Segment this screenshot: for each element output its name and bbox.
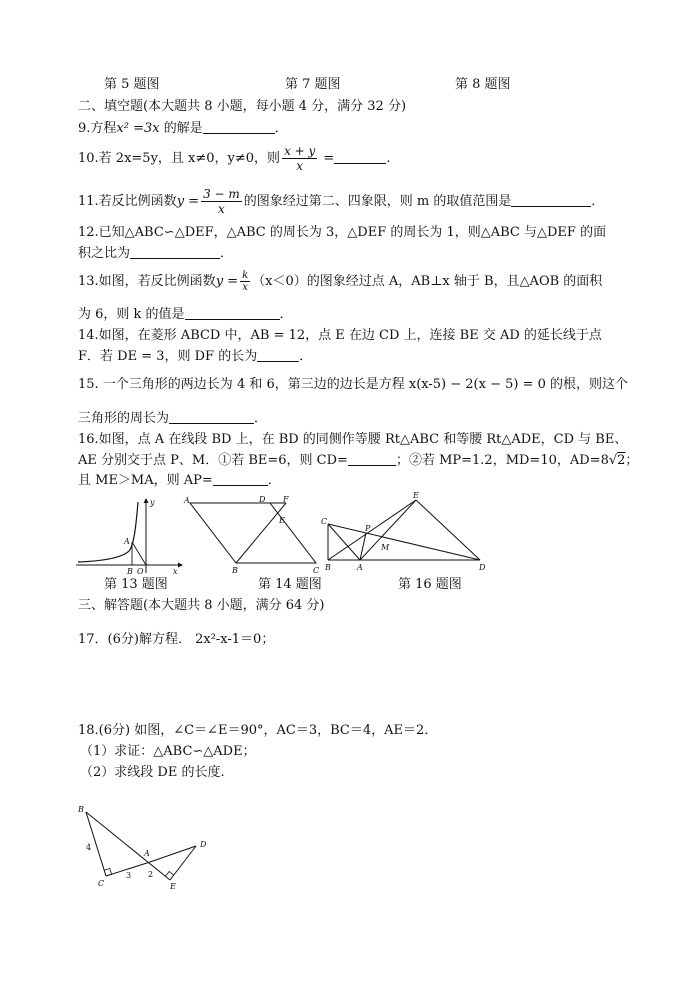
caption-fig16: 第 16 题图 xyxy=(398,577,462,592)
question-16-line3: 且 ME＞MA，则 AP= ． xyxy=(78,473,281,488)
caption-fig7: 第 7 题图 xyxy=(285,77,341,92)
answer-blank[interactable] xyxy=(348,452,396,466)
caption-fig8: 第 8 题图 xyxy=(455,77,511,92)
question-15-line1: 15. 一个三角形的两边长为 4 和 6，第三边的边长是方程 x(x-5) − 2(x − 5) = 0 的根，则这个 xyxy=(78,377,629,392)
label-A: A xyxy=(184,496,190,505)
figure-13 xyxy=(74,496,184,576)
label-A: A xyxy=(144,849,150,858)
question-17: 17．(6分)解方程． 2x²-x-1＝0； xyxy=(78,632,275,647)
question-9: 9.方程x² =3x 的解是 ． xyxy=(78,121,288,136)
figure-18 xyxy=(72,800,222,896)
label-E: E xyxy=(413,491,419,500)
fraction: $\frac{k}{x}$ xyxy=(242,270,249,293)
label-B: B xyxy=(232,566,238,575)
label-x: x xyxy=(173,567,178,576)
question-14-line2: F．若 DE = 3，则 DF 的长为 ． xyxy=(78,349,313,364)
label-D: D xyxy=(259,495,266,504)
y-axis-arrow xyxy=(144,498,149,503)
answer-blank[interactable] xyxy=(213,472,268,486)
label-M: M xyxy=(381,543,390,552)
question-18-part1: （1）求证：△ABC∽△ADE； xyxy=(80,744,256,759)
section2-title: 二、填空题(本大题共 8 小题，每小题 4 分，满分 32 分) xyxy=(78,99,407,114)
answer-blank[interactable] xyxy=(203,120,275,134)
answer-blank[interactable] xyxy=(169,410,254,424)
caption-fig13: 第 13 题图 xyxy=(104,577,168,592)
label-F: F xyxy=(283,495,289,504)
segment-BE xyxy=(86,812,170,880)
label-C: C xyxy=(313,566,320,575)
fraction: $\frac{x + y}{x}$ xyxy=(284,144,316,173)
answer-blank[interactable] xyxy=(511,193,591,207)
figure-14 xyxy=(182,493,322,575)
hyperbola-curve xyxy=(78,502,138,562)
label-3: 3 xyxy=(126,871,132,880)
segment-CD xyxy=(328,524,480,560)
label-B: B xyxy=(325,563,331,572)
question-15-line2: 三角形的周长为 ． xyxy=(78,411,268,426)
answer-blank[interactable] xyxy=(257,348,299,362)
fraction: $\frac{3 - m}{x}$ xyxy=(203,187,240,216)
label-B: B xyxy=(127,567,133,576)
label-D: D xyxy=(200,840,207,849)
question-10: 10.若 2x=5y，且 x≠0，y≠0，则 $\frac{x + y}{x}$ = . xyxy=(78,144,391,173)
label-y: y xyxy=(150,498,155,507)
segment-AO xyxy=(132,542,146,565)
label-A: A xyxy=(124,537,130,546)
question-16-line1: 16.如图，点 A 在线段 BD 上，在 BD 的同侧作等腰 Rt△ABC 和等腰 Rt△ADE，CD 与 BE、 xyxy=(78,432,628,447)
segment-BE xyxy=(328,500,416,560)
segment-AD xyxy=(150,846,196,862)
question-14-line1: 14.如图，在菱形 ABCD 中，AB = 12，点 E 在边 CD 上，连接 BE 交 AD 的延长线于点 xyxy=(78,328,602,343)
answer-blank[interactable] xyxy=(185,306,280,320)
question-16-line2: AE 分别交于点 P、M．①若 BE=6，则 CD= ；②若 MP=1.2，MD=10，AD=8√2； xyxy=(78,453,639,468)
label-A: A xyxy=(357,563,363,572)
question-12-line1: 12.已知△ABC∽△DEF，△ABC 的周长为 3，△DEF 的周长为 1，则△ABC 与△DEF 的面 xyxy=(78,225,607,240)
segment-ED xyxy=(416,500,480,560)
figure-16 xyxy=(318,490,490,576)
question-18-part2: （2）求线段 DE 的长度. xyxy=(80,765,225,780)
label-2: 2 xyxy=(148,870,154,879)
caption-fig14: 第 14 题图 xyxy=(258,577,322,592)
label-4: 4 xyxy=(86,843,92,852)
question-11: 11.若反比例函数y = $\frac{3 - m}{x}$ 的图象经过第二、四象限，则 m 的取值范围是 ． xyxy=(78,187,605,216)
section3-title: 三、解答题(本大题共 8 小题，满分 64 分) xyxy=(78,598,325,613)
rhombus-ABCD xyxy=(190,503,316,563)
label-P: P xyxy=(365,524,371,533)
label-B: B xyxy=(78,805,84,814)
label-E: E xyxy=(279,516,285,525)
caption-fig5: 第 5 题图 xyxy=(104,77,160,92)
label-D: D xyxy=(479,563,486,572)
question-13-line2: 为 6，则 k 的值是 ． xyxy=(78,307,293,322)
label-C: C xyxy=(98,879,105,888)
segment-BF xyxy=(236,503,286,563)
segment-ED xyxy=(170,846,196,880)
question-13-line1: 13.如图，若反比例函数y = $\frac{k}{x}$ （x＜0）的图象经过点 A，AB⊥x 轴于 B，且△AOB 的面积 xyxy=(78,270,603,293)
question-12-line2: 积之比为 ． xyxy=(78,246,234,261)
question-18-line1: 18.(6分) 如图，∠C＝∠E＝90°，AC＝3，BC＝4，AE＝2． xyxy=(78,723,438,738)
answer-blank[interactable] xyxy=(130,245,220,259)
answer-blank[interactable] xyxy=(334,150,386,164)
label-E: E xyxy=(170,882,176,891)
label-C: C xyxy=(321,517,328,526)
right-angle-mark-E xyxy=(165,872,173,877)
label-O: O xyxy=(137,567,144,576)
